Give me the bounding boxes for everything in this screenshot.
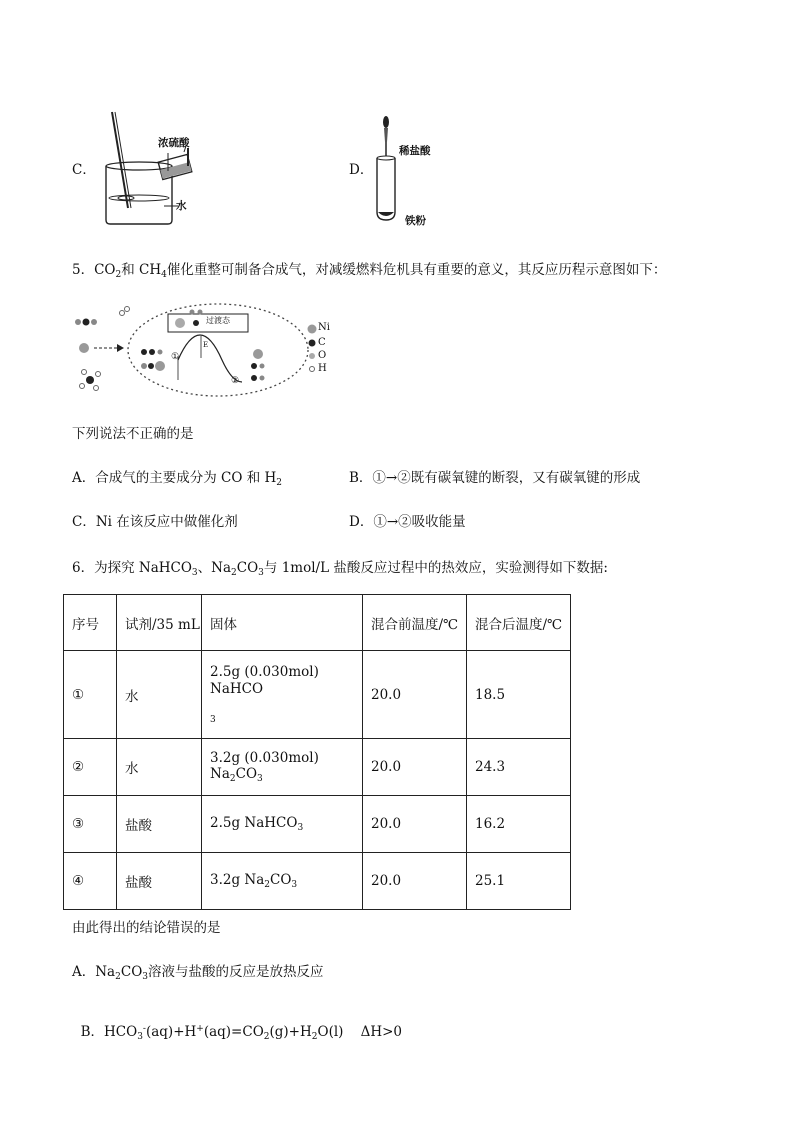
cell-temp-after: 16.2 (467, 796, 571, 853)
cell-temp-before: 20.0 (363, 796, 467, 853)
q5-stem: 5．$CO_2$和 $CH_4$催化重整可制备合成气，对减缓燃料危机具有重要的意义，其反应历程示意图如下： (72, 262, 667, 280)
experiment-data-table (63, 594, 571, 910)
cell-solid: 2.5g NaHCO$_3$ (202, 796, 363, 853)
q5-option-d: D．①→②吸收能量 (349, 514, 466, 530)
transition-state-label: 过渡态 (206, 316, 230, 325)
cell-no: ④ (64, 853, 117, 910)
cell-temp-before: 20.0 (363, 739, 467, 796)
cell-solid: 3.2g (0.030mol) $Na_2CO_3$ (202, 739, 363, 796)
q5-question: 下列说法不正确的是 (72, 426, 194, 442)
cell-temp-after: 24.3 (467, 739, 571, 796)
header-temp-after: 混合后温度/℃ (467, 595, 571, 651)
cell-reagent: 水 (117, 739, 202, 796)
header-temp-before: 混合前温度/℃ (363, 595, 467, 651)
point-1-label: ① (171, 352, 180, 362)
q5-option-b: B．①→②既有碳氧键的断裂，又有碳氧键的形成 (349, 470, 641, 486)
q6-conclusion-question: 由此得出的结论错误的是 (72, 920, 221, 936)
q6-stem: 6．为探究 NaHCO$_3$、$Na_2CO_3$与 1mol/L 盐酸反应过程中的热效应，实验测得如下数据: (72, 560, 608, 578)
test-tube-figure (370, 112, 410, 232)
table-row (64, 853, 571, 910)
energy-e-label: E (203, 341, 209, 349)
cell-temp-before: 20.0 (363, 651, 467, 739)
q6-option-a: A．$Na_2CO_3$溶液与盐酸的反应是放热反应 (72, 964, 324, 982)
label-dilute-hcl: 稀盐酸 (399, 145, 431, 157)
cell-solid: 3.2g $Na_2CO_3$ (202, 853, 363, 910)
table-header-row (64, 595, 571, 651)
cell-no: ① (64, 651, 117, 739)
q6-option-b: B．$HCO_3^-(aq)+H^+(aq)=CO_2(g)+H_2O(l)$ ΔH>0 (80, 1024, 403, 1043)
table-row (64, 651, 571, 739)
label-water: 水 (176, 200, 187, 212)
header-no: 序号 (64, 595, 117, 651)
cell-no: ② (64, 739, 117, 796)
q5-option-c: C．Ni 在该反应中做催化剂 (72, 514, 238, 530)
label-conc-sulfuric-acid: 浓硫酸 (158, 137, 190, 149)
q5-option-a: A．合成气的主要成分为 CO 和 $H_2$ (72, 470, 283, 488)
option-d-letter: D． (349, 162, 374, 178)
cell-solid: 2.5g (0.030mol) NaHCO 3 (202, 651, 363, 739)
cell-temp-after: 25.1 (467, 853, 571, 910)
table-row (64, 739, 571, 796)
cell-temp-before: 20.0 (363, 853, 467, 910)
point-2-label: ② (231, 376, 240, 386)
cell-temp-after: 18.5 (467, 651, 571, 739)
legend-o: O (318, 350, 327, 361)
cell-no: ③ (64, 796, 117, 853)
cell-reagent: 水 (117, 651, 202, 739)
option-c-letter: C． (72, 162, 96, 178)
cell-reagent: 盐酸 (117, 853, 202, 910)
legend-c: C (318, 337, 326, 348)
legend-ni: Ni (318, 322, 330, 333)
table-row (64, 796, 571, 853)
header-reagent: 试剂/35 mL (117, 595, 202, 651)
dilution-apparatus-figure (98, 108, 208, 230)
label-iron-powder: 铁粉 (405, 215, 426, 227)
cell-reagent: 盐酸 (117, 796, 202, 853)
legend-h: H (318, 363, 327, 374)
reaction-mechanism-diagram (72, 300, 342, 400)
header-solid: 固体 (202, 595, 363, 651)
